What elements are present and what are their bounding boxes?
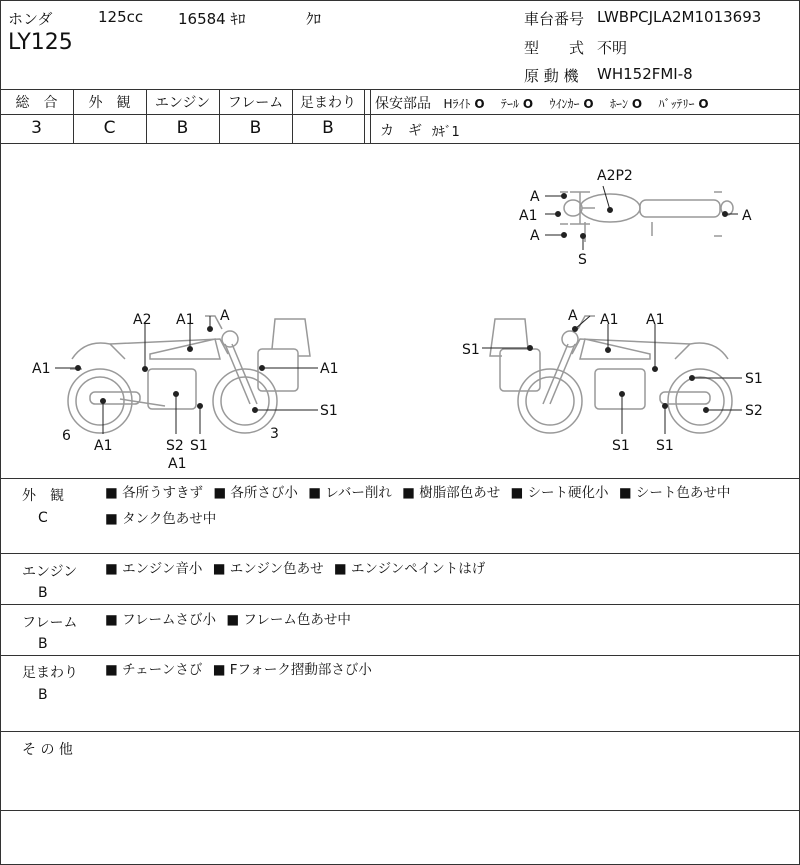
label-left-6: 6 (62, 428, 71, 444)
label-left-a1-3: A1 (320, 361, 339, 377)
label-left-a1: A1 (176, 312, 195, 328)
frame-no: LWBPCJLA2M1013693 (597, 8, 762, 26)
list-item: ■ エンジン色あせ (212, 561, 324, 577)
section-suspension-grade: B (38, 687, 48, 703)
list-item: ■ チェーンさび (105, 662, 203, 678)
grade-suspension: B (322, 118, 334, 138)
section-suspension-label: 足まわり (22, 665, 78, 681)
section-engine-grade: B (38, 585, 48, 601)
label-right-s1: S1 (462, 342, 480, 358)
list-item: ■ シート硬化小 (510, 485, 609, 501)
section-engine-label: エンジン (22, 564, 78, 580)
label-top-s: S (578, 252, 587, 268)
label-left-a1-4: A1 (94, 438, 113, 454)
label-right-a1-2: A1 (646, 312, 665, 328)
section-engine-items (105, 556, 795, 582)
frame-no-label: 車台番号 (524, 10, 585, 28)
part-tail: ﾃｰﾙ O (500, 97, 534, 111)
divider (0, 655, 800, 656)
grade-engine: B (176, 118, 189, 138)
label-right-s1-2: S1 (745, 371, 763, 387)
safety-parts (375, 93, 795, 113)
grade-header-overall: 総 合 (15, 95, 58, 111)
section-exterior-label: 外 観 (22, 488, 64, 504)
divider (0, 731, 800, 732)
grade-header-exterior: 外 観 (88, 95, 131, 111)
section-other-label: そ の 他 (22, 742, 73, 758)
list-item: ■ 樹脂部色あせ (402, 485, 501, 501)
left-view-bike (68, 316, 310, 433)
divider (0, 114, 800, 115)
list-item: ■ 各所さび小 (213, 485, 298, 501)
list-item: ■ レバー削れ (308, 485, 392, 501)
grade-exterior: C (103, 118, 116, 138)
grade-frame: B (249, 118, 262, 138)
divider (0, 89, 800, 90)
label-top-a-3: A (742, 208, 752, 224)
type-label: 型 式 (524, 39, 585, 57)
label-right-a1: A1 (600, 312, 619, 328)
list-item: ■ 各所うすきず (105, 485, 204, 501)
grade-header-frame: フレーム (227, 95, 284, 111)
section-frame-grade: B (38, 636, 48, 652)
section-frame-label: フレーム (22, 615, 78, 631)
list-item: ■ フレーム色あせ中 (226, 612, 351, 628)
label-left-s1-2: S1 (320, 403, 338, 419)
label-top-a2p2: A2P2 (597, 168, 633, 184)
part-horn: ﾎｰﾝ O (609, 97, 643, 111)
label-right-s1-4: S1 (656, 438, 674, 454)
grade-header-suspension: 足まわり (300, 95, 356, 111)
engine-value: WH152FMI-8 (597, 65, 693, 83)
part-headlight: Hﾗｲﾄ O (443, 97, 485, 111)
label-top-a1: A1 (519, 208, 538, 224)
list-item: ■ フレームさび小 (105, 612, 217, 628)
label-left-a1-5: A1 (168, 456, 187, 472)
grade-overall: 3 (31, 118, 42, 138)
label-left-s1: S1 (190, 438, 208, 454)
divider (0, 604, 800, 605)
right-view-bike (490, 316, 732, 433)
grade-header-engine: エンジン (154, 95, 211, 111)
section-exterior-grade: C (38, 510, 48, 526)
color: ｸﾛ (306, 10, 322, 28)
mileage: 16584 ｷﾛ (178, 10, 246, 28)
label-right-s1-3: S1 (612, 438, 630, 454)
label-left-a1-2: A1 (32, 361, 51, 377)
list-item: ■ Fフォーク摺動部さび小 (212, 662, 372, 678)
section-suspension-items (105, 657, 795, 683)
list-item: ■ エンジンペイントはげ (333, 561, 486, 577)
top-view-bike (560, 192, 733, 242)
label-right-a: A (568, 308, 578, 324)
list-item: ■ シート色あせ中 (618, 485, 731, 501)
section-frame-items (105, 607, 795, 633)
label-left-a2: A2 (133, 312, 152, 328)
list-item: ■ エンジン音小 (105, 561, 203, 577)
section-exterior-items (105, 480, 795, 532)
safety-parts-label: 保安部品 (375, 96, 431, 112)
divider (0, 478, 800, 479)
list-item: ■ タンク色あせ中 (105, 511, 217, 527)
label-left-3: 3 (270, 426, 279, 442)
label-top-a: A (530, 189, 540, 205)
label-top-a-2: A (530, 228, 540, 244)
part-battery: ﾊﾞｯﾃﾘｰ O (658, 97, 709, 111)
engine-label: 原 動 機 (524, 67, 579, 85)
key-label: カ ギ (380, 123, 422, 139)
key-value: ｶｷﾞ1 (432, 125, 460, 140)
type-value: 不明 (597, 39, 628, 57)
label-left-a: A (220, 308, 230, 324)
label-left-s2: S2 (166, 438, 184, 454)
label-right-s2: S2 (745, 403, 763, 419)
displacement: 125cc (98, 8, 144, 26)
bike-diagram (0, 144, 800, 474)
divider (370, 89, 371, 143)
maker: ホンダ (8, 10, 53, 28)
part-winker: ｳｲﾝｶｰ O (549, 97, 594, 111)
divider (0, 810, 800, 811)
divider (0, 553, 800, 554)
divider (364, 89, 365, 143)
model-name: LY125 (8, 30, 73, 55)
